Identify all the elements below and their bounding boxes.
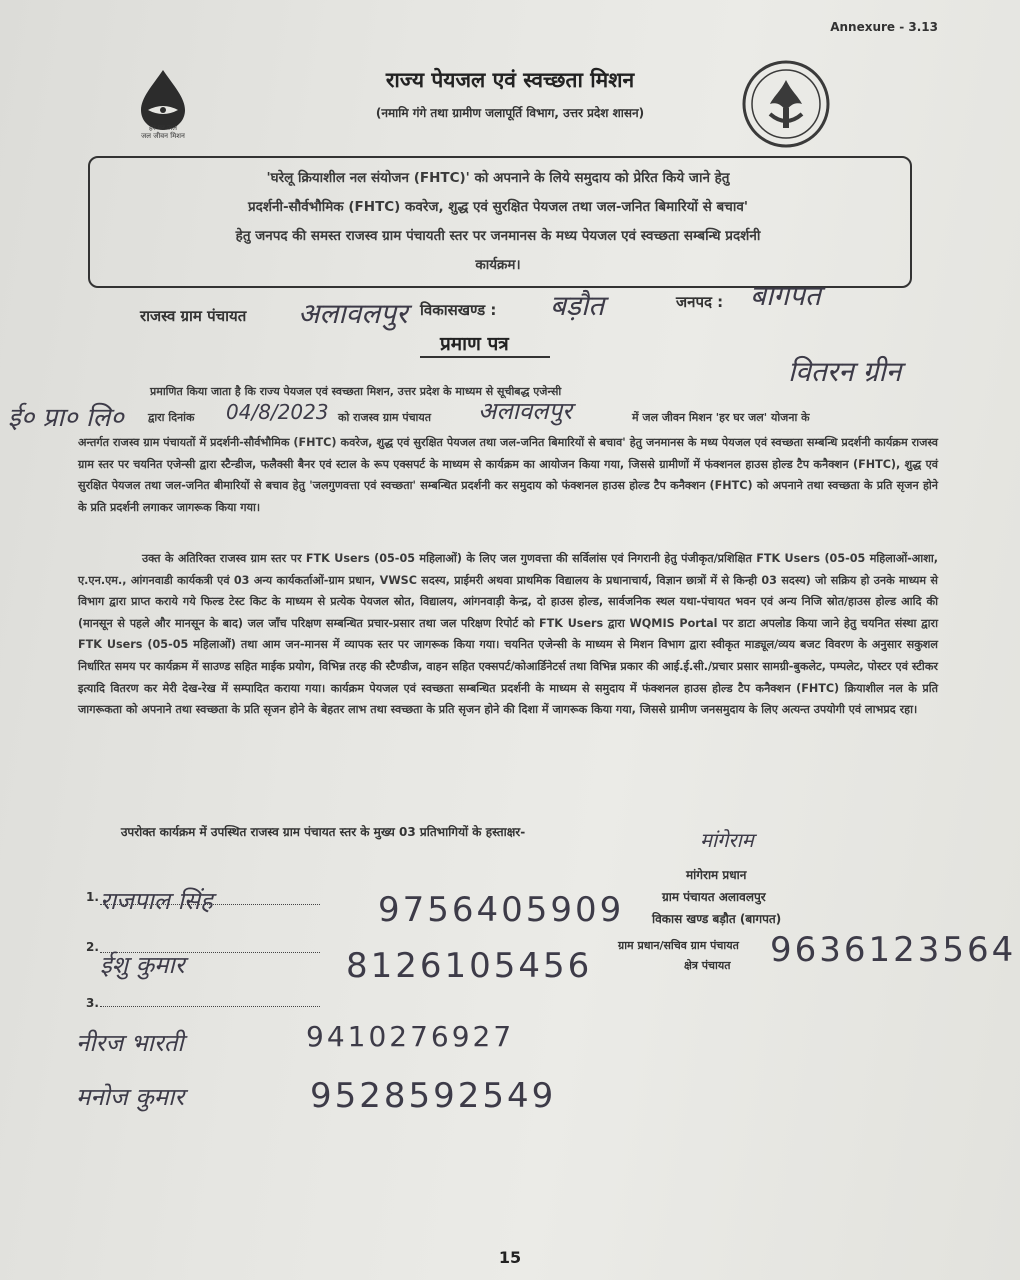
gram-panchayat-value: अलावलपुर <box>298 297 408 330</box>
page-number: 15 <box>498 1248 522 1267</box>
participant-1-phone: 9756405909 <box>378 890 625 930</box>
district-value: बागपत <box>750 279 821 312</box>
block-value: बड़ौत <box>550 289 605 322</box>
pradhan-signature: मांगेराम <box>700 828 754 852</box>
annexure-label: Annexure - 3.13 <box>830 20 938 34</box>
participant-1-name: राजपाल सिंह <box>100 887 213 915</box>
village-label: को राजस्व ग्राम पंचायत <box>338 411 432 424</box>
logo-left-caption <box>120 124 206 140</box>
logo-caption-line: जल जीवन मिशन <box>141 132 185 140</box>
mission-title: राज्य पेयजल एवं स्वच्छता मिशन <box>385 68 635 92</box>
paragraph-1: अन्तर्गत राजस्व ग्राम पंचायतों में प्रदर्शनी-सौर्वभौमिक (FHTC) कवरेज, शुद्ध एवं सुरक्षित पेयजल तथा जल-जनित बिमारियों से बचाव' हेतु जनमानस के मध्य पेयजल एवं स्वच्छता सम्बन्धि प्रदर्शनी कार्यक्रम राजस्व ग्राम स्तर पर चयनित एजेन्सी द्वारा स्टैन्डीज, फलैक्सी बैनर एवं स्टाल के रूप एक्सपर्ट के माध्यम से कार्यक्रम का आयोजन किया गया, जिससे ग्रामीणों में फंक्शनल हाउस होल्ड टैप कनैक्शन (FHTC), शुद्ध एवं सुरक्षित पेयजल तथा जल-जनित बीमारियों से बचाव हेतु 'जलगुणवत्ता एवं स्वच्छता' सम्बन्धित प्रदर्शनी कर समुदाय को फंक्शनल हाउस होल्ड टैप कनैक्शन (FHTC) को अपनाने तथा स्वच्छता के प्रति सृजन होने के प्रति प्रदर्शनी लगाकर जागरूक किया गया। <box>78 436 938 514</box>
up-government-emblem <box>740 58 832 150</box>
participant-number: 2. <box>86 940 99 954</box>
body-line-1: प्रमाणित किया जाता है कि राज्य पेयजल एवं स्वच्छता मिशन, उत्तर प्रदेश के माध्यम से सूचीबद्ध एजेन्सी <box>150 385 562 398</box>
participant-number: 3. <box>86 996 99 1010</box>
participant-4-name: नीरज भारती <box>76 1029 184 1057</box>
participant-5-phone: 9528592549 <box>310 1076 557 1116</box>
scheme-text: में जल जीवन मिशन 'हर घर जल' योजना के <box>632 411 810 424</box>
agency-suffix-value: ई० प्रा० लि० <box>8 403 124 433</box>
participant-number: 1. <box>86 890 99 904</box>
certificate-title-underline <box>420 356 550 358</box>
pradhan-designation: ग्राम प्रधान/सचिव ग्राम पंचायत <box>618 939 739 952</box>
program-title-text <box>108 164 888 280</box>
participant-4-phone: 9410276927 <box>306 1020 515 1053</box>
gram-panchayat-label: राजस्व ग्राम पंचायत <box>140 307 247 325</box>
state-emblem-icon <box>740 58 832 150</box>
signature-line <box>100 1006 320 1007</box>
department-subtitle: (नमामि गंगे तथा ग्रामीण जलापूर्ति विभाग, उत्तर प्रदेश शासन) <box>375 106 645 120</box>
program-title-line: 'घरेलू क्रियाशील नल संयोजन (FHTC)' को अपनाने के लिये समुदाय को प्रेरित किये जाने हेतु <box>266 170 730 186</box>
program-title-line: कार्यक्रम। <box>475 257 521 273</box>
participant-5-name: मनोज कुमार <box>76 1083 185 1111</box>
village-value: अलावलपुर <box>478 397 572 425</box>
date-label: द्वारा दिनांक <box>148 411 195 424</box>
agency-name-value: वितरन ग्रीन <box>788 355 902 388</box>
signatory-note: उपरोक्त कार्यक्रम में उपस्थित राजस्व ग्राम पंचायत स्तर के मुख्य 03 प्रतिभागियों के हस्ताक्षर- <box>120 825 526 839</box>
district-label: जनपद : <box>676 293 724 311</box>
participant-2-name: ईशु कुमार <box>100 951 185 979</box>
block-label: विकासखण्ड : <box>420 301 497 319</box>
pradhan-panchayat: ग्राम पंचायत अलावलपुर <box>662 890 766 904</box>
paragraph-2: उक्त के अतिरिक्त राजस्व ग्राम स्तर पर FTK Users (05-05 महिलाओं) के लिए जल गुणवत्ता की सर्विलांस एवं निगरानी हेतु पंजीकृत/प्रशिक्षित FTK Users (05-05 महिलाओं-आशा, ए.एन.एम., आंगनवाडी कार्यकत्री एवं 03 अन्य कार्यकर्ताओं-ग्राम प्रधान, VWSC सदस्य, प्राईमरी अथवा प्राथमिक विद्यालय के प्रधानाचार्य, विज्ञान छात्रों में से किन्ही 03 सदस्य) जो सक्रिय हो उनके माध्यम से विभाग द्वारा प्राप्त कराये गये फिल्ड टेस्ट किट के माध्यम से प्रत्येक पेयजल स्रोत, विद्यालय, आंगनवाड़ी केन्द्र, दो हाउस होल्ड, सार्वजनिक स्थल यथा-पंचायत भवन एवं अन्य निजि स्रोत/हाउस होल्ड आदि की (मानसून से पहले और मानसून के बाद) जल जाँच परिक्षण सम्बन्धित प्रचार-प्रसार तथा जल परिक्षण रिपोर्ट को FTK Users द्वारा WQMIS Portal पर डाटा अपलोड किया जाने हेतु चयनित संस्था द्वारा FTK Users (05-05 महिलाओं) तथा आम जन-मानस में व्यापक स्तर पर जागरूक किया गया। चयनित एजेन्सी के माध्यम से मिशन विभाग द्वारा स्वीकृत माड्यूल/व्यय बजट विवरण के अनुसार सकुशल निर्धारित समय पर कार्यक्रम में साउण्ड सहित माईक प्रयोग, विभिन्न तरह की स्टैण्डीज, वाहन सहित एक्सपर्ट/कोआर्डिनेटर्स तथा विभिन्न प्रकार की आई.ई.सी./प्रचार प्रसार सामग्री-बुकलेट, पम्पलेट, पोस्टर एवं स्टीकर इत्यादि वितरण कर मेरी देख-रेख में सम्पादित कराया गया। कार्यक्रम पेयजल एवं स्वच्छता सम्बन्धित प्रदर्शनी के माध्यम से समुदाय में फंक्शनल हाउस होल्ड टैप कनैक्शन (FHTC) क्रियाशील नल के प्रति जागरूकता को अपनाने तथा स्वच्छता के प्रति सृजन होने के बेहतर लाभ तथा स्वच्छता के प्रति सृजन होने की दिशा में जागरूक किया गया, जिससे ग्रामीण जनसमुदाय के लिए अत्यन्त उपयोगी एवं लाभप्रद रहा। <box>78 552 938 717</box>
participant-2-phone: 8126105456 <box>346 946 593 986</box>
program-title-line: हेतु जनपद की समस्त राजस्व ग्राम पंचायती स्तर पर जनमानस के मध्य पेयजल एवं स्वच्छता सम्बन्धि प्रदर्शनी <box>235 228 761 244</box>
date-value: 04/8/2023 <box>226 400 329 424</box>
certificate-title: प्रमाण पत्र <box>440 333 509 355</box>
kshetra-panchayat: क्षेत्र पंचायत <box>684 959 731 972</box>
logo-caption-line: हर घर जल <box>149 124 177 132</box>
pradhan-phone: 9636123564 <box>770 930 1017 970</box>
pradhan-block: विकास खण्ड बड़ौत (बागपत) <box>652 912 782 926</box>
pradhan-name: मांगेराम प्रधान <box>686 868 747 882</box>
program-title-line: प्रदर्शनी-सौर्वभौमिक (FHTC) कवरेज, शुद्ध एवं सुरक्षित पेयजल तथा जल-जनित बिमारियों से बचाव' <box>248 199 748 215</box>
